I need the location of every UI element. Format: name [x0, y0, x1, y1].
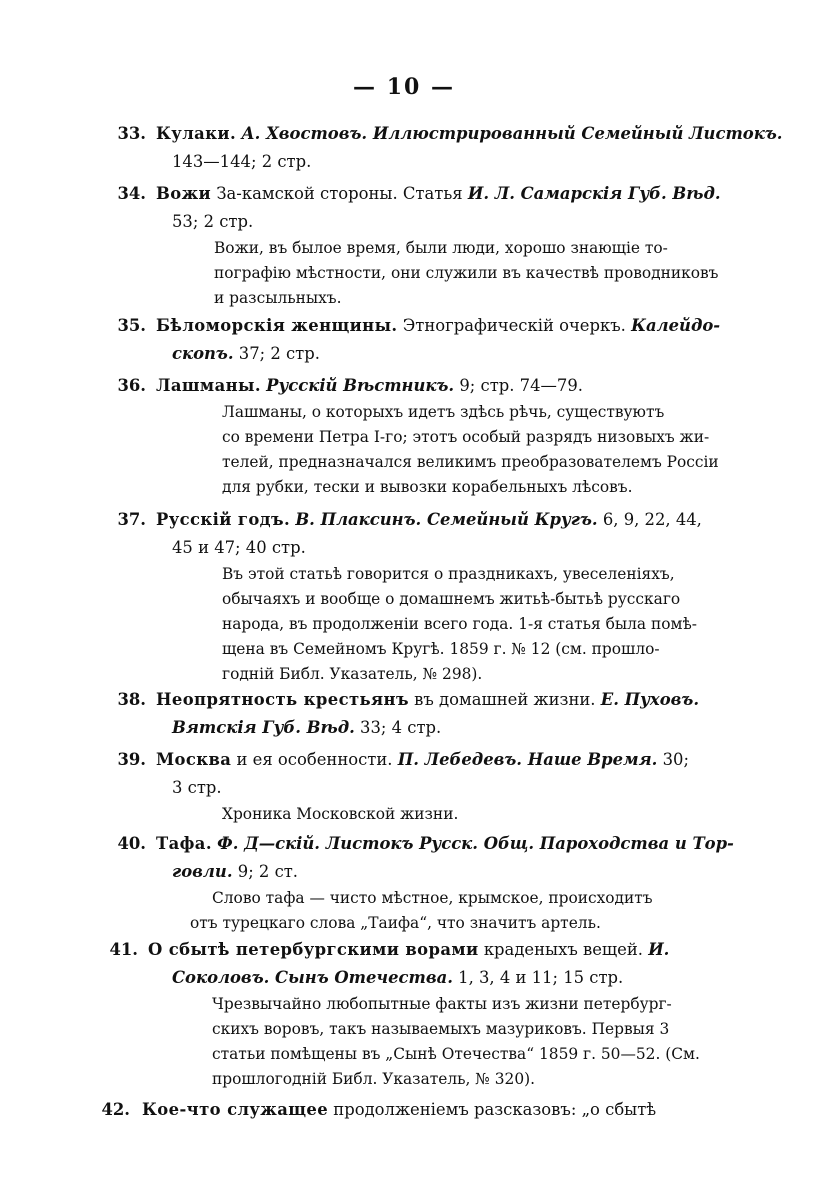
entry-source: А. Хвостовъ. Иллюстрированный Семейный Листокъ. — [241, 124, 783, 143]
entry-source: П. Лебедевъ. Наше Время. — [397, 750, 658, 769]
entry-line-2: 143—144; 2 стр. — [172, 152, 312, 171]
entry-line-2: 37; 2 стр. — [238, 344, 320, 363]
entry-number: 33. — [117, 124, 146, 143]
entry-line-2: 45 и 47; 40 стр. — [172, 538, 306, 557]
entry-source: Вятскія Губ. Вѣд. — [172, 718, 355, 737]
entry-text: Этнографическій очеркъ. — [402, 316, 626, 335]
entry-text: въ домашней жизни. — [414, 690, 596, 709]
entry-line-2: 53; 2 стр. — [172, 212, 254, 231]
entry-34 — [0, 180, 721, 311]
entry-annotation: Въ этой статьѣ говорится о праздникахъ, увеселеніяхъ, обычаяхъ и вообще о домашнемъ житьѣ-бытьѣ русскаго народа, въ продолженіи всего года. 1-я статья была помѣ- щена въ Семейномъ Кругѣ. 1859 г. № 12 (см. прошло- годній Библ. Указатель, № 298). — [222, 565, 697, 683]
entry-title: Русскій годъ. — [156, 510, 291, 529]
entry-source: говли. — [172, 862, 233, 881]
entry-title: Лашманы. — [156, 376, 261, 395]
entry-source: Ф. Д—скій. Листокъ Русск. Общ. Пароходства и Тор- — [217, 834, 734, 853]
entry-number: 42. — [101, 1100, 130, 1119]
entry-35 — [0, 312, 720, 368]
entry-text: 6, 9, 22, 44, — [602, 510, 702, 529]
entry-annotation: Лашманы, о которыхъ идетъ здѣсь рѣчь, существуютъ со времени Петра I-го; этотъ особый разрядъ низовыхъ жи- телей, предназначался великимъ преобразователемъ Россіи для рубки, тески и вывозки корабельныхъ лѣсовъ. — [222, 403, 719, 496]
entry-annotation: Вожи, въ былое время, были люди, хорошо знающіе то- пографію мѣстности, они служили въ качествѣ проводниковъ и разсыльныхъ. — [214, 239, 719, 307]
entry-number: 40. — [117, 834, 146, 853]
entry-number: 41. — [109, 940, 138, 959]
entry-title: Кулаки. — [156, 124, 237, 143]
entry-annotation: Слово тафа — чисто мѣстное, крымское, происходитъ отъ турецкаго слова „Таифа“, что значитъ артель. — [190, 889, 653, 932]
entry-text-tail: 30; — [662, 750, 689, 769]
entry-37 — [0, 506, 702, 687]
entry-title: Неопрятность крестьянъ — [156, 690, 409, 709]
entry-source: скопъ. — [172, 344, 234, 363]
entry-title: Кое-что служащее — [142, 1100, 329, 1119]
entry-line-2: 33; 4 стр. — [360, 718, 442, 737]
page-number: — 10 — — [353, 74, 455, 100]
entry-text: продолженіемъ разсказовъ: „о сбытѣ — [333, 1100, 657, 1119]
entry-number: 35. — [117, 316, 146, 335]
entry-42 — [0, 1096, 656, 1124]
entry-source: Соколовъ. Сынъ Отечества. — [172, 968, 453, 987]
entry-number: 34. — [117, 184, 146, 203]
entry-source: В. Плаксинъ. Семейный Кругъ. — [295, 510, 598, 529]
entry-annotation: Хроника Московской жизни. — [222, 805, 459, 823]
entry-line-2: 3 стр. — [172, 778, 222, 797]
entry-text: краденыхъ вещей. — [483, 940, 643, 959]
entry-title: Москва — [156, 750, 232, 769]
entry-source: И. Л. Самарскія Губ. Вѣд. — [467, 184, 721, 203]
entry-annotation: Чрезвычайно любопытные факты изъ жизни петербург- скихъ воровъ, такъ называемыхъ мазуриковъ. Первыя 3 статьи помѣщены въ „Сынѣ Отечества“ 1859 г. 50—52. (См. прошлогодній Библ. Указатель, № 320). — [212, 995, 700, 1088]
entry-line-2: 9; 2 ст. — [237, 862, 299, 881]
entry-33 — [0, 120, 782, 176]
entry-36 — [0, 372, 719, 500]
entry-title: О сбытѣ петербургскими ворами — [148, 940, 479, 959]
entry-source: И. — [648, 940, 670, 959]
entry-number: 36. — [117, 376, 146, 395]
entry-39 — [0, 746, 692, 827]
entry-number: 39. — [117, 750, 146, 769]
entry-number: 38. — [117, 690, 146, 709]
entry-title: Тафа. — [156, 834, 212, 853]
entry-38 — [0, 686, 699, 742]
entry-text: За-камской стороны. Статья — [216, 184, 463, 203]
entry-text: 9; стр. 74—79. — [459, 376, 583, 395]
entry-source: Е. Пуховъ. — [600, 690, 700, 709]
entry-title: Бѣломорскія женщины. — [156, 316, 398, 335]
entry-40 — [0, 830, 734, 936]
entry-source: Русскій Вѣстникъ. — [266, 376, 455, 395]
entry-41 — [0, 936, 700, 1092]
entry-number: 37. — [117, 510, 146, 529]
entry-source: Калейдо- — [631, 316, 721, 335]
entry-line-2: 1, 3, 4 и 11; 15 стр. — [458, 968, 624, 987]
entry-title: Вожи — [156, 184, 212, 203]
entry-text: и ея особенности. — [236, 750, 393, 769]
entry-line — [0, 120, 782, 148]
